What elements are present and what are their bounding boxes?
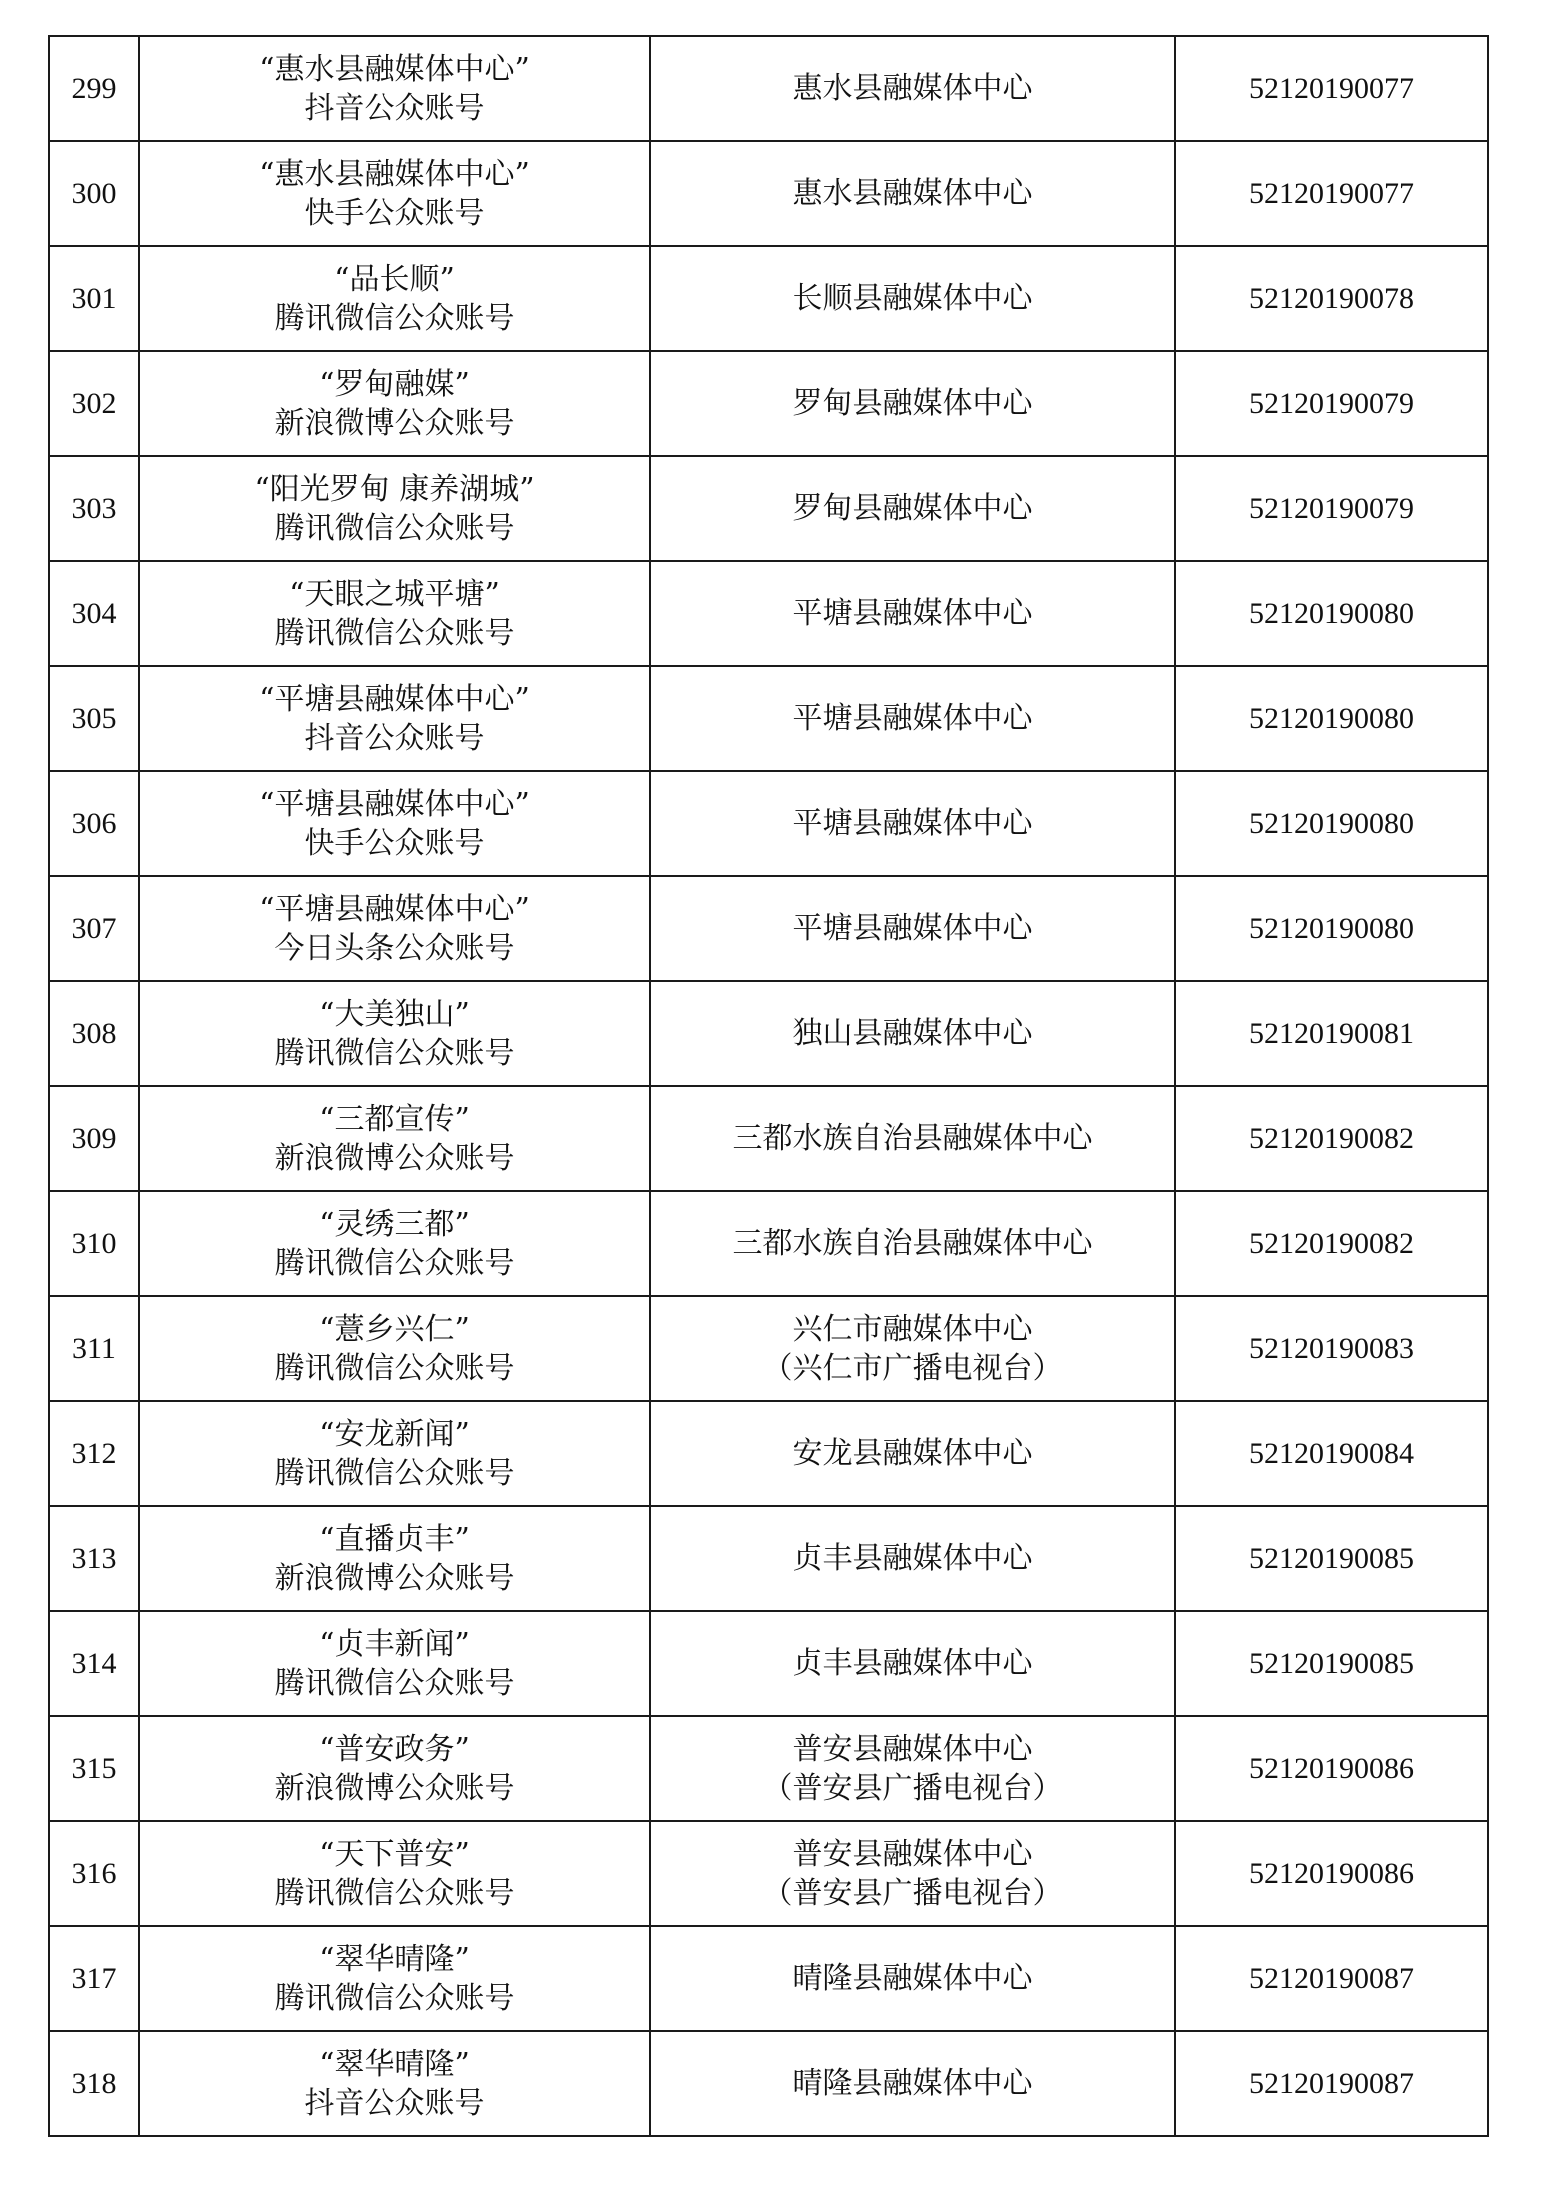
license-code: 52120190086 <box>1249 1752 1414 1785</box>
account-name-cell <box>139 666 650 771</box>
row-number-cell <box>49 876 139 981</box>
account-name-cell <box>139 1926 650 2031</box>
license-code: 52120190077 <box>1249 177 1414 210</box>
account-name-cell <box>139 456 650 561</box>
operator-unit-cell <box>650 1611 1175 1716</box>
operator-unit: 平塘县融媒体中心 <box>792 596 1033 631</box>
operator-unit-cell <box>650 1716 1175 1821</box>
account-platform: 腾讯微信公众账号 <box>274 615 515 651</box>
license-code: 52120190079 <box>1249 492 1414 525</box>
account-name-cell <box>139 1716 650 1821</box>
table-row <box>49 666 1488 771</box>
table-row <box>49 1086 1488 1191</box>
table-row <box>49 1926 1488 2031</box>
table-row <box>49 2031 1488 2136</box>
table-row <box>49 1401 1488 1506</box>
license-code-cell <box>1175 1926 1488 2031</box>
license-code: 52120190087 <box>1249 1962 1414 1995</box>
license-code-cell <box>1175 1191 1488 1296</box>
license-code-cell <box>1175 141 1488 246</box>
account-name-cell <box>139 561 650 666</box>
account-name-cell <box>139 351 650 456</box>
operator-unit: 贞丰县融媒体中心 <box>792 1541 1033 1576</box>
operator-unit: 晴隆县融媒体中心 <box>792 1961 1033 1996</box>
license-code-cell <box>1175 2031 1488 2136</box>
account-platform: 快手公众账号 <box>304 825 485 861</box>
license-code-cell <box>1175 36 1488 141</box>
license-code: 52120190080 <box>1249 807 1414 840</box>
account-name-cell <box>139 1191 650 1296</box>
operator-unit-cell <box>650 666 1175 771</box>
license-code-cell <box>1175 1086 1488 1191</box>
row-number-cell <box>49 1506 139 1611</box>
operator-unit-cell <box>650 1506 1175 1611</box>
row-number: 317 <box>71 1962 117 1995</box>
table-row <box>49 36 1488 141</box>
account-name-cell <box>139 36 650 141</box>
operator-unit-cell <box>650 1926 1175 2031</box>
account-name-cell <box>139 141 650 246</box>
row-number: 313 <box>71 1542 117 1575</box>
table-row <box>49 246 1488 351</box>
account-platform: 新浪微博公众账号 <box>274 1140 515 1176</box>
license-code: 52120190086 <box>1249 1857 1414 1890</box>
account-name: “阳光罗甸 康养湖城” <box>254 471 535 507</box>
operator-unit-cell <box>650 456 1175 561</box>
account-name: “惠水县融媒体中心” <box>259 156 530 192</box>
row-number-cell <box>49 2031 139 2136</box>
account-name-cell <box>139 981 650 1086</box>
operator-unit-cell <box>650 771 1175 876</box>
row-number-cell <box>49 141 139 246</box>
account-platform: 腾讯微信公众账号 <box>274 1245 515 1281</box>
operator-unit: 贞丰县融媒体中心 <box>792 1646 1033 1681</box>
operator-unit-cell <box>650 246 1175 351</box>
account-name: “安龙新闻” <box>319 1416 470 1452</box>
account-name-cell <box>139 771 650 876</box>
table-row <box>49 561 1488 666</box>
operator-unit: 惠水县融媒体中心 <box>792 71 1033 106</box>
row-number: 312 <box>71 1437 117 1470</box>
operator-unit: 长顺县融媒体中心 <box>792 281 1033 316</box>
account-name: “三都宣传” <box>319 1101 470 1137</box>
account-platform: 腾讯微信公众账号 <box>274 1035 515 1071</box>
account-name-cell <box>139 1611 650 1716</box>
account-platform: 新浪微博公众账号 <box>274 405 515 441</box>
table-row <box>49 1191 1488 1296</box>
account-name: “惠水县融媒体中心” <box>259 51 530 87</box>
license-code: 52120190080 <box>1249 912 1414 945</box>
operator-unit-alias: （普安县广播电视台） <box>762 1875 1063 1911</box>
license-code-cell <box>1175 1296 1488 1401</box>
account-name: “大美独山” <box>319 996 470 1032</box>
row-number: 316 <box>71 1857 117 1890</box>
row-number: 310 <box>71 1227 117 1260</box>
license-code-cell <box>1175 351 1488 456</box>
license-code: 52120190082 <box>1249 1227 1414 1260</box>
operator-unit-cell <box>650 1191 1175 1296</box>
license-code: 52120190078 <box>1249 282 1414 315</box>
account-name: “翠华晴隆” <box>319 1941 470 1977</box>
row-number: 303 <box>71 492 117 525</box>
account-name: “翠华晴隆” <box>319 2046 470 2082</box>
license-code-cell <box>1175 771 1488 876</box>
row-number: 301 <box>71 282 117 315</box>
row-number-cell <box>49 771 139 876</box>
operator-unit: 三都水族自治县融媒体中心 <box>732 1226 1093 1261</box>
license-code: 52120190084 <box>1249 1437 1414 1470</box>
registry-table <box>48 35 1489 2137</box>
row-number-cell <box>49 1296 139 1401</box>
account-name-cell <box>139 1821 650 1926</box>
table-row <box>49 1506 1488 1611</box>
account-name-cell <box>139 1086 650 1191</box>
account-name-cell <box>139 1506 650 1611</box>
operator-unit: 平塘县融媒体中心 <box>792 806 1033 841</box>
license-code: 52120190080 <box>1249 597 1414 630</box>
operator-unit-cell <box>650 1821 1175 1926</box>
row-number: 315 <box>71 1752 117 1785</box>
row-number-cell <box>49 1926 139 2031</box>
account-platform: 新浪微博公众账号 <box>274 1560 515 1596</box>
table-row <box>49 1716 1488 1821</box>
operator-unit-cell <box>650 876 1175 981</box>
row-number: 304 <box>71 597 117 630</box>
registry-table-body <box>49 36 1488 2136</box>
operator-unit-alias: （兴仁市广播电视台） <box>762 1350 1063 1386</box>
table-row <box>49 141 1488 246</box>
table-row <box>49 1821 1488 1926</box>
row-number-cell <box>49 1716 139 1821</box>
license-code: 52120190081 <box>1249 1017 1414 1050</box>
row-number-cell <box>49 36 139 141</box>
row-number-cell <box>49 981 139 1086</box>
license-code-cell <box>1175 1506 1488 1611</box>
operator-unit: 平塘县融媒体中心 <box>792 911 1033 946</box>
account-name-cell <box>139 876 650 981</box>
license-code: 52120190083 <box>1249 1332 1414 1365</box>
table-row <box>49 351 1488 456</box>
row-number: 302 <box>71 387 117 420</box>
operator-unit-cell <box>650 2031 1175 2136</box>
license-code-cell <box>1175 1821 1488 1926</box>
account-name-cell <box>139 2031 650 2136</box>
row-number: 305 <box>71 702 117 735</box>
operator-unit: 三都水族自治县融媒体中心 <box>732 1121 1093 1156</box>
table-row <box>49 981 1488 1086</box>
license-code: 52120190082 <box>1249 1122 1414 1155</box>
account-platform: 腾讯微信公众账号 <box>274 1350 515 1386</box>
operator-unit: 兴仁市融媒体中心 <box>792 1311 1033 1347</box>
table-row <box>49 456 1488 561</box>
account-platform: 腾讯微信公众账号 <box>274 510 515 546</box>
operator-unit: 普安县融媒体中心 <box>792 1731 1033 1767</box>
account-platform: 抖音公众账号 <box>304 720 485 756</box>
license-code-cell <box>1175 876 1488 981</box>
operator-unit-cell <box>650 1086 1175 1191</box>
row-number-cell <box>49 1821 139 1926</box>
account-platform: 快手公众账号 <box>304 195 485 231</box>
row-number-cell <box>49 1611 139 1716</box>
license-code-cell <box>1175 246 1488 351</box>
row-number: 318 <box>71 2067 117 2100</box>
account-name-cell <box>139 246 650 351</box>
row-number-cell <box>49 561 139 666</box>
operator-unit-cell <box>650 141 1175 246</box>
row-number: 314 <box>71 1647 117 1680</box>
row-number-cell <box>49 1191 139 1296</box>
operator-unit-alias: （普安县广播电视台） <box>762 1770 1063 1806</box>
table-row <box>49 876 1488 981</box>
row-number-cell <box>49 1086 139 1191</box>
account-platform: 腾讯微信公众账号 <box>274 1665 515 1701</box>
account-name: “直播贞丰” <box>319 1521 470 1557</box>
license-code-cell <box>1175 1611 1488 1716</box>
operator-unit-cell <box>650 36 1175 141</box>
account-platform: 腾讯微信公众账号 <box>274 1455 515 1491</box>
account-name: “天眼之城平塘” <box>289 576 500 612</box>
account-platform: 腾讯微信公众账号 <box>274 1875 515 1911</box>
license-code: 52120190087 <box>1249 2067 1414 2100</box>
license-code: 52120190085 <box>1249 1647 1414 1680</box>
operator-unit-cell <box>650 351 1175 456</box>
license-code: 52120190080 <box>1249 702 1414 735</box>
license-code-cell <box>1175 1716 1488 1821</box>
operator-unit: 罗甸县融媒体中心 <box>792 491 1033 526</box>
account-name: “平塘县融媒体中心” <box>259 786 530 822</box>
operator-unit: 独山县融媒体中心 <box>792 1016 1033 1051</box>
row-number: 307 <box>71 912 117 945</box>
row-number: 311 <box>72 1332 116 1365</box>
row-number: 308 <box>71 1017 117 1050</box>
account-name: “薏乡兴仁” <box>319 1311 470 1347</box>
row-number: 300 <box>71 177 117 210</box>
account-platform: 抖音公众账号 <box>304 2085 485 2121</box>
row-number-cell <box>49 246 139 351</box>
row-number-cell <box>49 456 139 561</box>
account-name: “平塘县融媒体中心” <box>259 891 530 927</box>
operator-unit-cell <box>650 981 1175 1086</box>
account-name: “平塘县融媒体中心” <box>259 681 530 717</box>
license-code-cell <box>1175 561 1488 666</box>
account-platform: 腾讯微信公众账号 <box>274 1980 515 2016</box>
account-name: “天下普安” <box>319 1836 470 1872</box>
account-name-cell <box>139 1401 650 1506</box>
operator-unit-cell <box>650 1296 1175 1401</box>
license-code-cell <box>1175 1401 1488 1506</box>
license-code-cell <box>1175 666 1488 771</box>
account-platform: 今日头条公众账号 <box>274 930 515 966</box>
account-name: “灵绣三都” <box>319 1206 470 1242</box>
license-code: 52120190085 <box>1249 1542 1414 1575</box>
operator-unit-cell <box>650 561 1175 666</box>
operator-unit: 普安县融媒体中心 <box>792 1836 1033 1872</box>
table-row <box>49 1611 1488 1716</box>
license-code: 52120190079 <box>1249 387 1414 420</box>
account-name: “普安政务” <box>319 1731 470 1767</box>
account-name: “品长顺” <box>334 261 455 297</box>
license-code-cell <box>1175 981 1488 1086</box>
row-number-cell <box>49 351 139 456</box>
license-code: 52120190077 <box>1249 72 1414 105</box>
account-name-cell <box>139 1296 650 1401</box>
row-number: 299 <box>71 72 117 105</box>
license-code-cell <box>1175 456 1488 561</box>
account-name: “贞丰新闻” <box>319 1626 470 1662</box>
operator-unit: 惠水县融媒体中心 <box>792 176 1033 211</box>
account-platform: 腾讯微信公众账号 <box>274 300 515 336</box>
row-number-cell <box>49 1401 139 1506</box>
operator-unit: 罗甸县融媒体中心 <box>792 386 1033 421</box>
operator-unit: 晴隆县融媒体中心 <box>792 2066 1033 2101</box>
operator-unit: 安龙县融媒体中心 <box>792 1436 1033 1471</box>
row-number: 309 <box>71 1122 117 1155</box>
operator-unit: 平塘县融媒体中心 <box>792 701 1033 736</box>
account-name: “罗甸融媒” <box>319 366 470 402</box>
row-number: 306 <box>71 807 117 840</box>
operator-unit-cell <box>650 1401 1175 1506</box>
table-row <box>49 771 1488 876</box>
row-number-cell <box>49 666 139 771</box>
account-platform: 新浪微博公众账号 <box>274 1770 515 1806</box>
table-row <box>49 1296 1488 1401</box>
account-platform: 抖音公众账号 <box>304 90 485 126</box>
